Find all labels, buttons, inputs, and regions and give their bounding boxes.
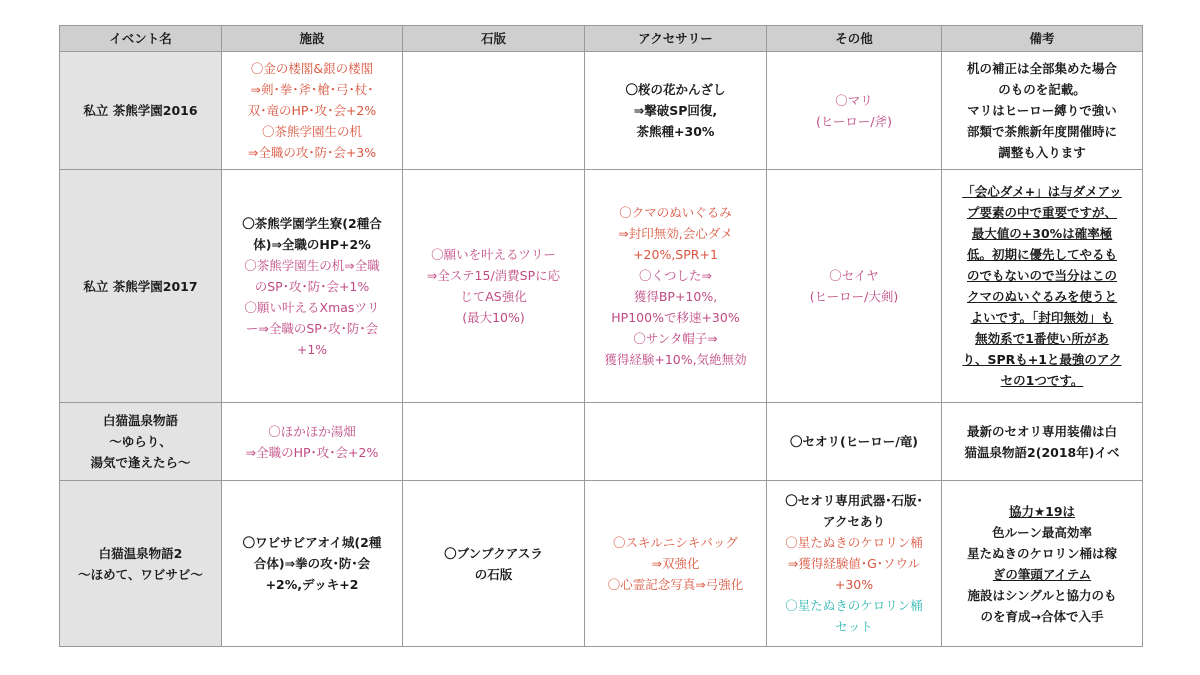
other-cell: [767, 481, 942, 647]
other-line: 〇セイヤ: [829, 268, 879, 283]
notes-line: プ要素の中で重要ですが、: [966, 205, 1117, 220]
notes-line: マリはヒーロー縛りで強い: [967, 103, 1117, 118]
other-line: ⇒獲得経験値･G･ソウル: [787, 556, 921, 571]
event-name-cell: [60, 403, 222, 481]
facility-line: ⇒全職の攻･防･会+3%: [247, 145, 377, 160]
table-row: [60, 481, 1143, 647]
accessory-line: HP100%で移速+30%: [611, 310, 740, 325]
facility-line: +1%: [296, 341, 328, 357]
facility-line: 〇金の楼閣&銀の楼閣: [250, 61, 374, 76]
accessory-line: 〇桜の花かんざし: [625, 82, 726, 97]
notes-line: のを育成→合体で入手: [980, 608, 1104, 624]
header-facility: 施設: [222, 26, 403, 52]
facility-line: 双･竜のHP･攻･会+2%: [247, 103, 377, 118]
event-name-cell: [60, 52, 222, 170]
accessory-line: 茶熊種+30%: [636, 124, 715, 139]
facility-line: 合体)⇒拳の攻･防･会: [253, 556, 371, 571]
tablet-cell: [403, 481, 585, 647]
notes-line: 調整も入ります: [998, 145, 1086, 160]
tablet-line: 〇ブンブクアスラ: [444, 545, 543, 561]
header-event-name: イベント名: [60, 26, 222, 52]
facility-cell: [222, 52, 403, 170]
facility-cell: [222, 403, 403, 481]
facility-line: 体)⇒全職のHP+2%: [253, 236, 371, 252]
notes-line: り、SPRも+1と最強のアク: [962, 352, 1122, 367]
facility-line: 〇ワビサビアオイ城(2種: [242, 535, 382, 550]
table-row: [60, 403, 1143, 481]
header-row: [60, 26, 1143, 52]
notes-line: 部類で茶熊新年度開催時に: [966, 124, 1117, 139]
table-row: [60, 170, 1143, 403]
notes-line: 星たぬきのケロリン桶は稼: [966, 545, 1117, 561]
event-name-cell: [60, 170, 222, 403]
notes-line: 最大値の+30%は確率極: [971, 226, 1113, 241]
header-tablet: 石版: [403, 26, 585, 52]
accessory-line: ⇒撃破SP回復,: [633, 103, 718, 118]
facility-line: ⇒全職のHP･攻･会+2%: [245, 444, 379, 460]
event-name-line: ～ほめて、ワビサビ～: [78, 566, 203, 582]
event-name-line: 私立 茶熊学園2016: [83, 103, 198, 118]
facility-line: ⇒剣･拳･斧･槍･弓･杖･: [250, 82, 374, 97]
accessory-line: 〇くつした⇒: [639, 268, 712, 283]
notes-line: 猫温泉物語2(2018年)イベ: [964, 444, 1120, 460]
notes-cell: [942, 170, 1143, 403]
notes-line: のでもないので当分はこの: [966, 268, 1117, 283]
event-table: [59, 25, 1143, 647]
other-line: 〇星たぬきのケロリン桶: [785, 598, 923, 613]
accessory-line: 獲得経験+10%,気絶無効: [604, 352, 747, 367]
tablet-line: じてAS強化: [460, 289, 527, 304]
notes-line: 机の補正は全部集めた場合: [966, 61, 1117, 76]
facility-line: ー⇒全職のSP･攻･防･会: [245, 320, 379, 336]
notes-line: 低。初期に優先してやるも: [966, 247, 1117, 262]
other-line: 〇マリ: [835, 92, 873, 108]
facility-line: 〇茶熊学園学生寮(2種合: [242, 215, 382, 231]
notes-line: 「会心ダメ+」は与ダメアッ: [962, 184, 1122, 199]
event-name-line: 白猫温泉物語: [102, 413, 178, 428]
tablet-cell: [403, 52, 585, 170]
other-line: 〇セオリ専用武器･石版･: [785, 493, 923, 508]
facility-line: 〇茶熊学園生の机: [261, 124, 362, 139]
notes-line: のものを記載。: [998, 82, 1086, 97]
notes-line: 施設はシングルと協力のも: [967, 587, 1117, 603]
accessory-line: 〇心霊記念写真⇒弓強化: [607, 577, 744, 592]
event-name-line: 湯気で逢えたら～: [90, 455, 191, 470]
accessory-cell: [585, 481, 767, 647]
accessory-line: 〇クマのぬいぐるみ: [619, 205, 732, 220]
other-line: +30%: [834, 577, 874, 592]
facility-cell: [222, 481, 403, 647]
other-line: アクセあり: [822, 514, 886, 529]
notes-line: クマのぬいぐるみを使うと: [966, 289, 1117, 304]
accessory-line: ⇒封印無効,会心ダメ: [618, 226, 733, 241]
facility-line: 〇ほかほか湯畑: [268, 423, 356, 439]
other-cell: [767, 403, 942, 481]
accessory-line: ⇒双強化: [651, 556, 700, 571]
accessory-cell: [585, 52, 767, 170]
other-line: (ヒーロー/大剣): [809, 289, 899, 304]
other-line: セット: [835, 619, 873, 634]
notes-line: 最新のセオリ専用装備は白: [966, 423, 1117, 439]
tablet-cell: [403, 170, 585, 403]
other-line: 〇セオリ(ヒーロー/竜): [790, 434, 918, 449]
header-other: その他: [767, 26, 942, 52]
accessory-line: +20%,SPR+1: [633, 247, 718, 262]
accessory-line: 獲得BP+10%,: [633, 289, 718, 304]
tablet-line: ⇒全ステ15/消費SPに応: [426, 268, 561, 283]
facility-line: 〇茶熊学園生の机⇒全職: [244, 257, 380, 273]
facility-line: 〇願い叶えるXmasツリ: [244, 299, 380, 315]
notes-line: ぎの筆頭アイテム: [992, 566, 1092, 582]
notes-line: 無効系で1番使い所があ: [975, 331, 1109, 346]
notes-line: 色ルーン最高効率: [992, 524, 1092, 540]
other-cell: [767, 52, 942, 170]
accessory-cell: [585, 403, 767, 481]
event-name-cell: [60, 481, 222, 647]
header-accessory: アクセサリー: [585, 26, 767, 52]
tablet-line: の石版: [474, 566, 513, 582]
other-cell: [767, 170, 942, 403]
facility-line: のSP･攻･防･会+1%: [254, 278, 370, 294]
table-row: [60, 52, 1143, 170]
notes-cell: [942, 403, 1143, 481]
notes-line: 協力★19は: [1008, 503, 1076, 519]
notes-cell: [942, 52, 1143, 170]
accessory-line: 〇サンタ帽子⇒: [633, 331, 718, 346]
event-name-line: ～ゆらり、: [109, 434, 172, 449]
other-line: (ヒーロー/斧): [816, 113, 892, 129]
notes-line: よいです。「封印無効」も: [970, 310, 1114, 325]
header-notes: 備考: [942, 26, 1143, 52]
accessory-cell: [585, 170, 767, 403]
tablet-line: (最大10%): [462, 310, 525, 325]
tablet-cell: [403, 403, 585, 481]
notes-cell: [942, 481, 1143, 647]
event-name-line: 白猫温泉物語2: [98, 545, 183, 561]
event-name-line: 私立 茶熊学園2017: [83, 278, 198, 294]
tablet-line: 〇願いを叶えるツリー: [431, 247, 556, 262]
facility-cell: [222, 170, 403, 403]
accessory-line: 〇スキルニシキバッグ: [613, 535, 738, 550]
facility-line: +2%,デッキ+2: [265, 577, 359, 592]
notes-line: セの1つです。: [1000, 373, 1084, 388]
other-line: 〇星たぬきのケロリン桶: [785, 535, 923, 550]
